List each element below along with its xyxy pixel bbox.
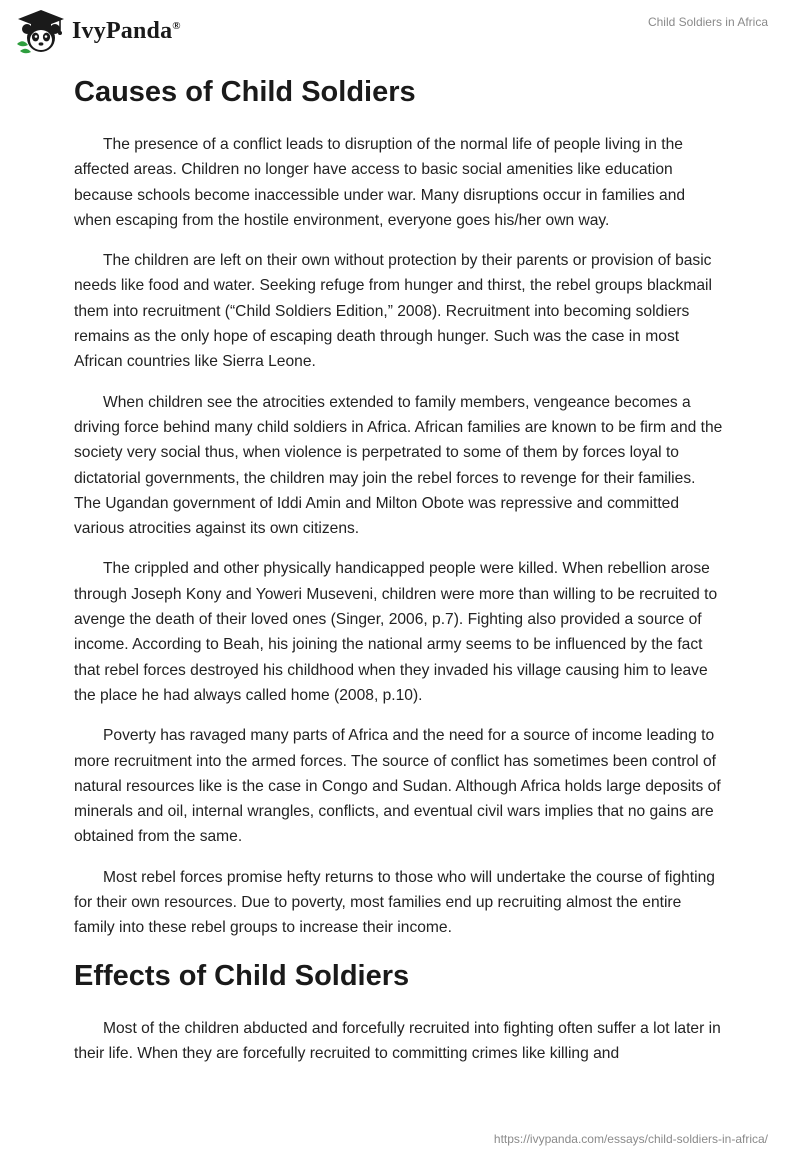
section-heading-causes: Causes of Child Soldiers: [74, 76, 416, 108]
paragraph: The children are left on their own without protection by their parents or provision of basic needs like food and water. Seeking refuge from hunger and thirst, the rebel groups blackmail them into recruitment (“Child Soldiers Edition,” 2008). Recruitment into becoming soldiers remains as the only hope of escaping death through hunger. Such was the case in most African countries like Sierra Leone.: [74, 252, 712, 371]
page-header: [0, 0, 800, 64]
paragraph: The crippled and other physically handicapped people were killed. When rebellion arose through Joseph Kony and Yoweri Museveni, children were more than willing to be recruited to avenge the death of their loved ones (Singer, 2006, p.7). Fighting also provided a source of income. According to Beah, his joining the national army seems to be influenced by the fact that rebel forces destroyed his childhood when they invaded his village causing him to leave the place he had always called home (2008, p.10).: [74, 560, 718, 704]
paragraph: Most rebel forces promise hefty returns to those who will undertake the course of fighting for their own resources. Due to poverty, most families end up recruiting almost the entire family into these rebel groups to increase their income.: [74, 868, 715, 937]
paragraph: When children see the atrocities extended to family members, vengeance becomes a driving force behind many child soldiers in Africa. African families are known to be firm and the society very social thus, when violence is perpetrated to some of them by forces loyal to dictatorial governments, the children may join the rebel forces to revenge for their families. The Ugandan government of Iddi Amin and Milton Obote was repressive and committed various atrocities against its own citizens.: [74, 393, 723, 538]
panda-graduate-icon: [14, 8, 68, 54]
paragraph: Most of the children abducted and forcefully recruited into fighting often suffer a lot later in their life. When they are forcefully recruited to committing crimes like killing and: [74, 1019, 721, 1062]
source-url-link[interactable]: https://ivypanda.com/essays/child-soldiers-in-africa/: [493, 1132, 768, 1146]
running-title: Child Soldiers in Africa: [647, 15, 768, 29]
paragraph: Poverty has ravaged many parts of Africa and the need for a source of income leading to more recruitment into the armed forces. The source of conflict has sometimes been control of natural resources like is the case in Congo and Sudan. Although Africa holds large deposits of minerals and oil, internal wrangles, conflicts, and eventual civil wars implies that no gains are obtained from the same.: [74, 727, 721, 846]
paragraph: The presence of a conflict leads to disruption of the normal life of people living in the affected areas. Children no longer have access to basic social amenities like education because schools become inaccessible under war. Many disruptions occur in families and when escaping from the hostile environment, everyone goes his/her own way.: [74, 136, 686, 229]
registered-mark: ®: [172, 19, 181, 32]
essay-content: [74, 72, 724, 1081]
section-heading-effects: Effects of Child Soldiers: [74, 959, 410, 992]
brand-name: IvyPanda®: [72, 17, 181, 44]
ivypanda-logo[interactable]: [14, 8, 181, 54]
